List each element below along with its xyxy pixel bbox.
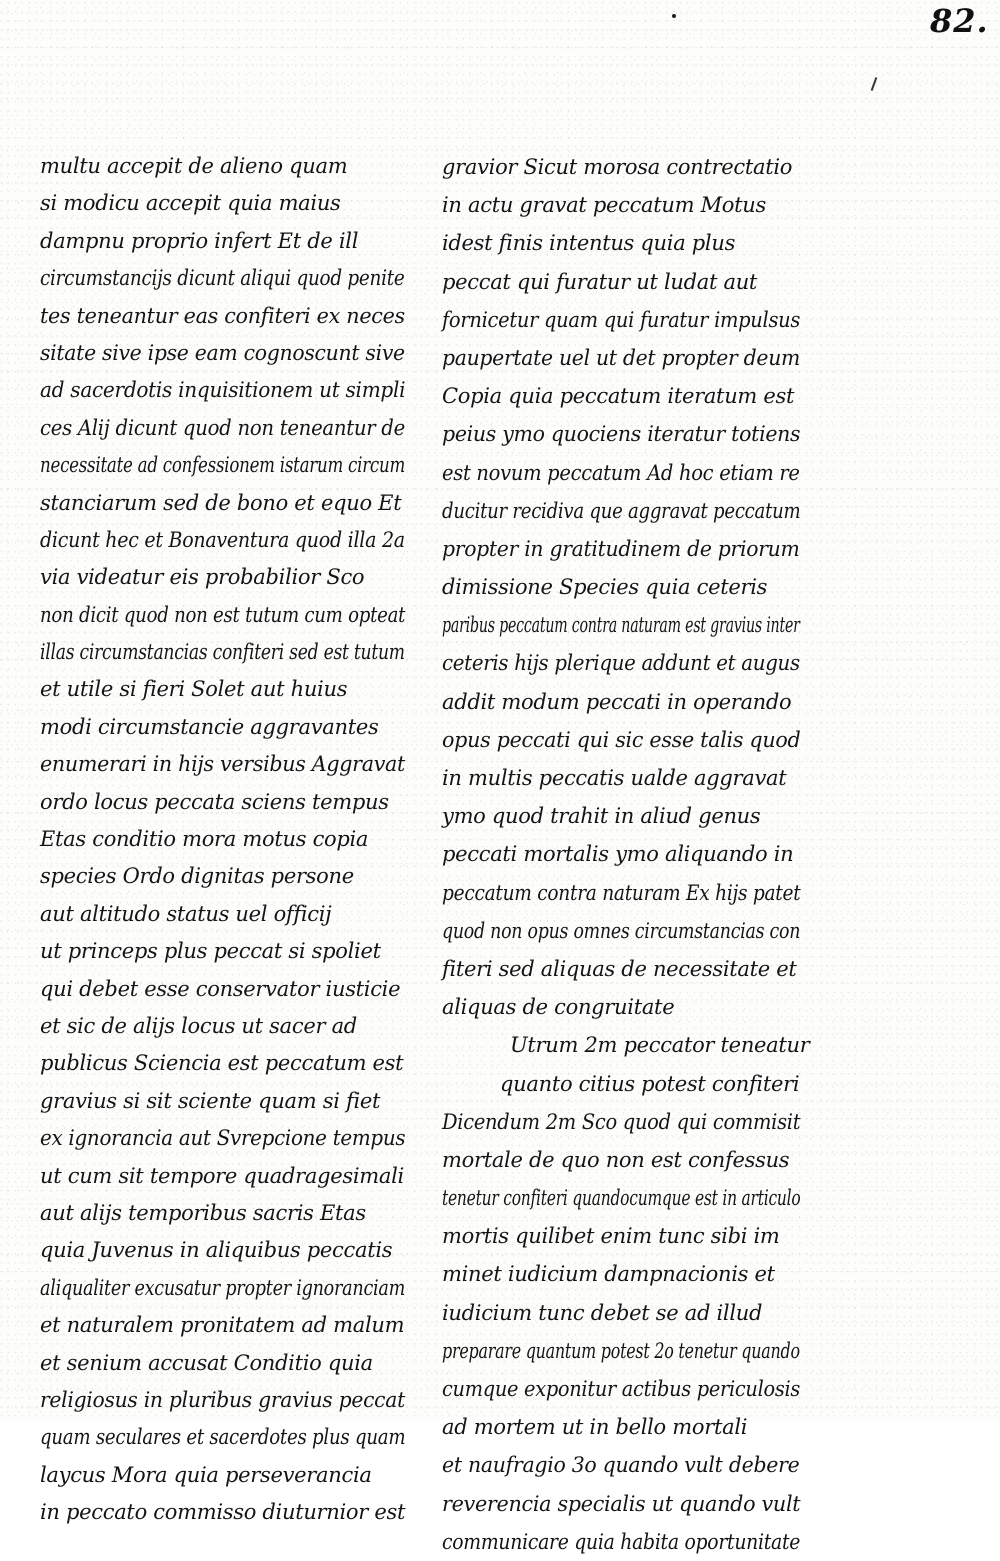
text-line: addit modum peccati in operando (442, 689, 792, 714)
text-line: ex ignorancia aut Svrepcione tempus (40, 1126, 406, 1151)
text-line: quam seculares et sacerdotes plus quam (40, 1425, 406, 1450)
text-line: Dicendum 2m Sco quod qui commisit (442, 1109, 801, 1134)
text-line: stanciarum sed de bono et equo Et (40, 490, 402, 515)
text-line: reverencia specialis ut quando vult (442, 1491, 801, 1516)
text-line: idest finis intentus quia plus (442, 231, 736, 256)
text-line: peccat qui furatur ut ludat aut (442, 269, 758, 294)
text-line: ad sacerdotis inquisitionem ut simpli (40, 378, 406, 403)
text-line: ad mortem ut in bello mortali (442, 1415, 748, 1440)
text-line: iudicium tunc debet se ad illud (442, 1300, 763, 1325)
text-line: in multis peccatis ualde aggravat (442, 766, 787, 790)
text-line: tes teneantur eas confiteri ex neces (40, 303, 405, 328)
text-line: fiteri sed aliquas de necessitate et (442, 956, 797, 981)
text-line: laycus Mora quia perseverancia (40, 1462, 372, 1487)
text-line: religiosus in pluribus gravius peccat (40, 1387, 405, 1412)
ink-dot (672, 14, 676, 18)
text-line: in actu gravat peccatum Motus (442, 193, 766, 218)
text-line: peccati mortalis ymo aliquando in (442, 842, 794, 867)
text-line: peius ymo quociens iteratur totiens (442, 422, 801, 447)
text-line: propter in gratitudinem de priorum (442, 536, 800, 561)
text-line: et naufragio 3o quando vult debere (442, 1453, 800, 1478)
text-line: circumstancijs dicunt aliqui quod penite (40, 266, 405, 291)
text-line: fornicetur quam qui furatur impulsus (442, 307, 801, 332)
text-line: ordo locus peccata sciens tempus (40, 789, 389, 814)
text-line: mortis quilibet enim tunc sibi im (442, 1224, 780, 1249)
text-line: multu accepit de alieno quam (40, 154, 348, 178)
text-line: minet iudicium dampnacionis et (442, 1262, 775, 1287)
text-line: peccatum contra naturam Ex hijs patet (442, 880, 801, 905)
text-line: et naturalem pronitatem ad malum (40, 1313, 405, 1338)
text-line: si modicu accepit quia maius (40, 191, 341, 216)
text-line: est novum peccatum Ad hoc etiam re (442, 460, 800, 485)
text-line: aliquas de congruitate (442, 995, 675, 1020)
text-line: publicus Sciencia est peccatum est (40, 1051, 404, 1076)
text-line: sitate sive ipse eam cognoscunt sive (40, 340, 405, 365)
ink-stroke (871, 77, 878, 91)
text-line: quia Juvenus in aliquibus peccatis (40, 1238, 393, 1263)
text-line: mortale de quo non est confessus (442, 1147, 790, 1172)
text-line: quanto citius potest confiteri (500, 1071, 800, 1096)
text-line: illas circumstancias confiteri sed est tutum (40, 640, 405, 665)
left-text-column (40, 148, 405, 1531)
folio-number: 82. (930, 2, 989, 40)
text-line: ut princeps plus peccat si spoliet (40, 939, 381, 964)
text-line: enumerari in hijs versibus Aggravat (40, 752, 406, 777)
text-line: via videatur eis probabilior Sco (40, 565, 365, 590)
text-line: et utile si fieri Solet aut huius (40, 677, 348, 702)
text-line: ut cum sit tempore quadragesimali (40, 1163, 404, 1188)
text-line: tenetur confiteri quandocumque est in articulo (442, 1186, 801, 1211)
text-line: opus peccati qui sic esse talis quod (442, 727, 801, 752)
text-line: non dicit quod non est tutum cum opteat (40, 602, 406, 627)
text-line: dicunt hec et Bonaventura quod illa 2a (40, 527, 405, 552)
text-line: ces Alij dicunt quod non teneantur de (40, 415, 405, 440)
text-line: ceteris hijs plerique addunt et augus (442, 651, 800, 676)
text-line: aliqualiter excusatur propter ignoranciam (40, 1275, 406, 1300)
text-line: qui debet esse conservator iusticie (40, 976, 401, 1001)
text-line: in peccato commisso diuturnior est (40, 1500, 406, 1525)
text-line: ymo quod trahit in aliud genus (442, 804, 761, 829)
text-line: et senium accusat Conditio quia (40, 1350, 373, 1375)
text-line: cumque exponitur actibus periculosis (442, 1377, 801, 1401)
text-line: species Ordo dignitas persone (40, 864, 354, 889)
right-text-column (442, 148, 810, 1561)
text-line: gravior Sicut morosa contrectatio (442, 155, 793, 179)
text-line: aut altitudo status uel officij (40, 901, 332, 926)
text-line: Copia quia peccatum iteratum est (442, 384, 795, 409)
text-line: paribus peccatum contra naturam est gravius inter (442, 613, 800, 638)
text-line: dampnu proprio infert Et de ill (40, 228, 359, 253)
text-line: gravius si sit sciente quam si fiet (40, 1088, 381, 1113)
text-line: Utrum 2m peccator teneatur (510, 1033, 810, 1058)
text-line: aut alijs temporibus sacris Etas (40, 1200, 366, 1225)
text-line: communicare quia habita oportunitate (442, 1529, 801, 1554)
text-line: ducitur recidiva que aggravat peccatum (442, 498, 801, 523)
text-line: modi circumstancie aggravantes (40, 714, 379, 739)
text-line: et sic de alijs locus ut sacer ad (40, 1013, 357, 1038)
text-line: dimissione Species quia ceteris (442, 575, 768, 600)
text-line: Etas conditio mora motus copia (40, 827, 369, 852)
text-line: paupertate uel ut det propter deum (442, 345, 801, 370)
text-line: quod non opus omnes circumstancias con (442, 918, 801, 943)
text-line: preparare quantum potest 2o tenetur quando (442, 1338, 800, 1363)
text-line: necessitate ad confessionem istarum circum (40, 453, 406, 478)
